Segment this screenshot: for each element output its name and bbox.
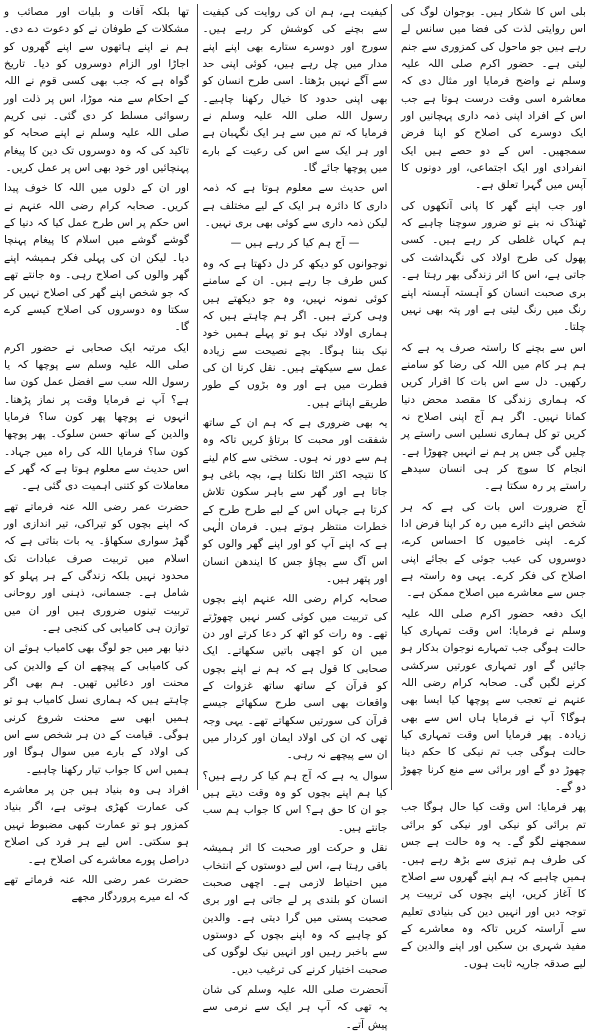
column-divider [197,4,198,790]
text-columns [4,4,586,1031]
paragraph: تھا بلکہ آفات و بلیات اور مصائب و مشکلات کے طوفان نے کو دعوت دے دی۔ ہم نے اپنے ہاتھوں سے اپنے گھروں کو اجاڑا اور الزام دوسروں کو دیا۔ تاریخ گواہ ہے کہ جب بھی کسی قوم نے اللہ کے احکام سے منہ موڑا، اس پر ذلت اور رسوائی مسلط کر دی گئی۔ نبی کریم صلی اللہ علیہ وسلم نے اپنے صحابہ کو تاکید کی کہ وہ دوسروں تک دین کا پیغام پہنچائیں اور خود بھی اس پر عمل کریں۔ [4,6,189,175]
paragraph: اس حدیث سے معلوم ہوتا ہے کہ ذمہ داری کا دائرہ ہر ایک کے لیے مختلف ہے لیکن ذمہ داری سے کوئی بھی بری نہیں۔ [202,182,388,230]
paragraph: یہ بھی ضروری ہے کہ ہم ان کے ساتھ شفقت اور محبت کا برتاؤ کریں تاکہ وہ ہم سے دور نہ ہوں۔ سختی سے کام لینے کا نتیجہ اکثر الٹا نکلتا ہے، بچہ باغی ہو جاتا ہے اور گھر سے باہر سکون تلاش کرتا ہے جہاں اس کے لیے طرح طرح کے خطرات منتظر ہوتے ہیں۔ فرمان الٰہی ہے کہ اپنے آپ کو اور اپنے گھر والوں کو اس آگ سے بچاؤ جس کا ایندھن انسان اور پتھر ہیں۔ [202,416,388,585]
paragraph: نقل و حرکت اور صحبت کا اثر ہمیشہ باقی رہتا ہے، اس لیے دوستوں کے انتخاب میں احتیاط لازمی ہے۔ اچھی صحبت انسان کو بلندی پر لے جاتی ہے اور بری صحبت پستی میں گرا دیتی ہے۔ والدین کو چاہیے کہ وہ اپنے بچوں کے دوستوں سے باخبر رہیں اور انہیں نیک لوگوں کی صحبت اختیار کرنے کی ترغیب دیں۔ [202,842,388,976]
paragraph: ایک مرتبہ ایک صحابی نے حضور اکرم صلی اللہ علیہ وسلم سے پوچھا کہ یا رسول اللہ سب سے افضل عمل کون سا ہے؟ آپ نے فرمایا وقت پر نماز پڑھنا۔ انہوں نے پوچھا پھر کون سا؟ فرمایا والدین کے ساتھ حسن سلوک۔ پھر پوچھا کون سا؟ فرمایا اللہ کی راہ میں جہاد۔ اس حدیث سے معلوم ہوتا ہے کہ گھر کے معاملات کو کتنی اہمیت دی گئی ہے۔ [4,341,189,493]
column-left [4,4,189,904]
paragraph: کیفیت ہے، ہم ان کی روایت کی کیفیت سے بچنے کی کوشش کر رہے ہیں۔ سورج اور دوسرے ستارے بھی اپنے اپنے مدار میں چل رہے ہیں، کوئی اپنی حد سے آگے نہیں بڑھتا۔ اسی طرح انسان کو بھی اپنی حدود کا خیال رکھنا چاہیے۔ رسول اللہ صلی اللہ علیہ وسلم نے فرمایا کہ تم میں سے ہر ایک نگہبان ہے اور ہر ایک سے اس کی رعیت کے بارے میں پوچھا جائے گا۔ [202,6,388,175]
paragraph: بلی اس کا شکار ہیں۔ بوجوان لوگ کی اس روایتی لذت کی فضا میں سانس لے رہے ہیں جو ماحول کی کمزوری سے جنم لیتی ہے۔ حضور اکرم صلی اللہ علیہ وسلم نے واضح فرمایا اور مثال دی کہ معاشرہ اسی وقت درست ہوتا ہے جب اس کے افراد اپنی ذمہ داری پہچانیں اور ایک دوسرے کی اصلاح کو اپنا فرض سمجھیں۔ اس کے دو حصے ہیں ایک انفرادی اور ایک اجتماعی، اور دونوں کا آپس میں گہرا تعلق ہے۔ [401,6,586,192]
paragraph: حضرت عمر رضی اللہ عنہ فرماتے تھے کہ اپنے بچوں کو تیراکی، تیر اندازی اور گھڑ سواری سکھاؤ۔ یہ بات بتاتی ہے کہ اسلام میں تربیت صرف عبادات تک محدود نہیں بلکہ زندگی کے ہر پہلو کو شامل ہے۔ جسمانی، ذہنی اور روحانی تربیت تینوں ضروری ہیں اور ان میں توازن ہی کامیابی کی کنجی ہے۔ [4,500,189,635]
column-right [401,4,586,970]
paragraph: صحابہ کرام رضی اللہ عنہم اپنے بچوں کی تربیت میں کوئی کسر نہیں چھوڑتے تھے۔ وہ رات کو اٹھ کر دعا کرتے اور دن میں ان کو اچھی باتیں سکھاتے۔ ایک صحابی کا قول ہے کہ ہم نے اپنے بچوں کو قرآن کے ساتھ ساتھ غزوات کے واقعات بھی اسی طرح سکھائے جیسے قرآن کی سورتیں سکھاتے تھے۔ یہی وجہ تھی کہ ان کی اولاد ایمان اور کردار میں ان سے پیچھے نہ رہی۔ [202,593,388,762]
paragraph: افراد ہی وہ بنیاد ہیں جن پر معاشرے کی عمارت کھڑی ہوتی ہے، اگر بنیاد کمزور ہو تو عمارت کبھی مضبوط نہیں ہو سکتی۔ اس لیے ہر فرد کی اصلاح دراصل پورے معاشرے کی اصلاح ہے۔ [4,784,189,866]
paragraph: پھر فرمایا: اس وقت کیا حال ہوگا جب تم برائی کو نیکی اور نیکی کو برائی سمجھنے لگو گے۔ یہ وہ حالت ہے جس کی طرف ہم تیزی سے بڑھ رہے ہیں۔ ہمیں چاہیے کہ ہم اپنے گھروں سے اصلاح کا آغاز کریں، اپنے بچوں کی تربیت پر توجہ دیں اور انہیں دین کی بنیادی تعلیم سے آراستہ کریں تاکہ وہ معاشرے کے مفید شہری بن سکیں اور اپنے والدین کے لیے صدقہ جاریہ ثابت ہوں۔ [401,801,586,970]
paragraph: اور ان کے دلوں میں اللہ کا خوف پیدا کریں۔ صحابہ کرام رضی اللہ عنہم نے اس حکم پر اس طرح عمل کیا کہ دنیا کے گوشے گوشے میں اسلام کا پیغام پہنچا دیا۔ لیکن ان کی پہلی فکر ہمیشہ اپنے گھر والوں کی اصلاح رہی۔ وہ جانتے تھے کہ جو شخص اپنے گھر کی اصلاح نہیں کر سکتا وہ دوسروں کی اصلاح کیسے کرے گا۔ [4,182,189,334]
paragraph: اس سے بچنے کا راستہ صرف یہ ہے کہ ہم ہر کام میں اللہ کی رضا کو سامنے رکھیں۔ دل سے اس بات کا اقرار کریں کہ ہماری زندگی کا مقصد محض دنیا کمانا نہیں۔ اگر ہم آج اپنی اصلاح نہ کریں تو کل ہماری نسلیں اسی راستے پر چلیں گی جس پر ہم نے انہیں چھوڑا ہے۔ انجام کا سوچ کر ہی انسان سیدھے راستے پر رہ سکتا ہے۔ [401,341,586,493]
paragraph: حضرت عمر رضی اللہ عنہ فرماتے تھے کہ اے میرے پروردگار مجھے [4,873,189,904]
paragraph: نوجوانوں کو دیکھ کر دل دکھتا ہے کہ وہ کس طرف جا رہے ہیں۔ ان کے سامنے کوئی نمونہ نہیں، وہ جو دیکھتے ہیں وہی کرتے ہیں۔ اگر ہم چاہتے ہیں کہ ہماری اولاد نیک ہو تو پہلے ہمیں خود نیک بننا ہوگا۔ بچے نصیحت سے زیادہ عمل سے سیکھتے ہیں۔ نقل کرنا ان کی فطرت میں ہے اور وہ بڑوں کے طور طریقے اپناتے ہیں۔ [202,257,388,409]
column-divider [391,4,392,790]
paragraph: ایک دفعہ حضور اکرم صلی اللہ علیہ وسلم نے فرمایا: اس وقت تمہاری کیا حالت ہوگی جب تمہارے نوجوان بدکار ہو جائیں گے اور تمہاری عورتیں سرکشی کرنے لگیں گی۔ صحابہ کرام رضی اللہ عنہم نے تعجب سے پوچھا کیا ایسا بھی ہوگا؟ آپ نے فرمایا ہاں اس سے بھی زیادہ۔ پھر فرمایا اس وقت تمہاری کیا حالت ہوگی جب تم نیکی کا حکم دینا چھوڑ دو گے اور برائی سے منع کرنا چھوڑ دو گے۔ [401,607,586,794]
column-middle [202,4,388,1031]
section-heading: — آج ہم کیا کر رہے ہیں — [230,237,360,250]
paragraph: دنیا بھر میں جو لوگ بھی کامیاب ہوئے ان کی کامیابی کے پیچھے ان کے والدین کی محنت اور دعائیں تھیں۔ ہم بھی اگر چاہتے ہیں کہ ہماری نسل کامیاب ہو تو ہمیں ابھی سے محنت شروع کرنی ہوگی۔ قیامت کے دن ہر شخص سے اس کی اولاد کے بارے میں سوال ہوگا اور ہمیں اس کا جواب تیار رکھنا چاہیے۔ [4,642,189,776]
paragraph: آنحضرت صلی اللہ علیہ وسلم کی شان یہ تھی کہ آپ ہر ایک سے نرمی سے پیش آتے۔ [202,983,388,1031]
paragraph: آج ضرورت اس بات کی ہے کہ ہر شخص اپنے دائرے میں رہ کر اپنا فرض ادا کرے۔ اپنی خامیوں کا احساس کرے، دوسروں کی عیب جوئی کے بجائے اپنی اصلاح کی فکر کرے۔ یہی وہ راستہ ہے جس سے معاشرے میں اصلاح ممکن ہے۔ [401,500,586,600]
paragraph: اور جب اپنے گھر کا پانی آنکھوں کی ٹھنڈک نہ بنے تو ضرور سوچنا چاہیے کہ ہم کہاں غلطی کر رہے ہیں۔ کسی پھول کی طرح اولاد کی نگہداشت کی جاتی ہے، اس کا اثر زندگی بھر رہتا ہے۔ بری صحبت انسان کو آہستہ آہستہ اپنے رنگ میں رنگ لیتی ہے اور پتہ بھی نہیں چلتا۔ [401,199,586,334]
paragraph: سوال یہ ہے کہ آج ہم کیا کر رہے ہیں؟ کیا ہم اپنے بچوں کو وہ وقت دیتے ہیں جو ان کا حق ہے؟ اس کا جواب ہم سب جانتے ہیں۔ [202,769,388,834]
